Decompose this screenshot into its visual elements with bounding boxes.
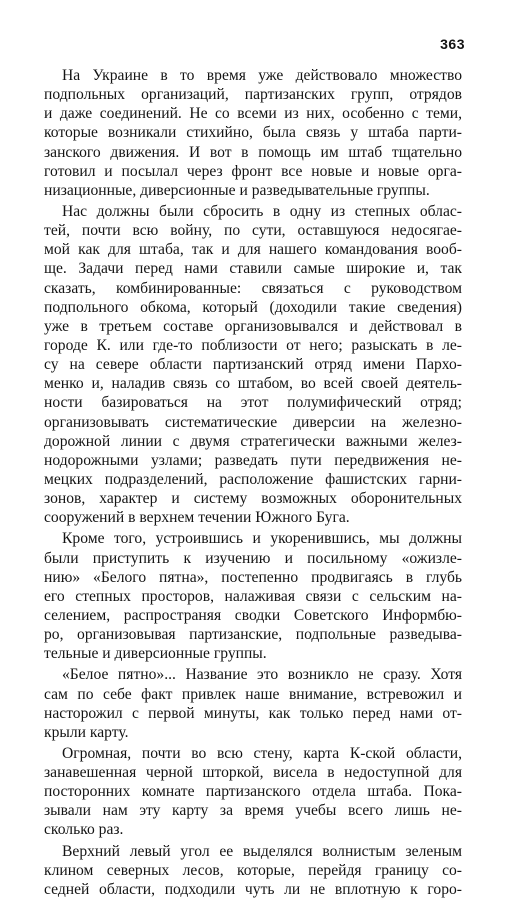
- text-line: зонов, характер и систему возможных оборонительных: [44, 490, 462, 508]
- page-number: 363: [440, 36, 465, 52]
- paragraph: [44, 744, 462, 840]
- paragraph: [44, 66, 462, 200]
- text-line: ще. Задачи перед нами ставили самые широкие и, так: [44, 260, 462, 278]
- text-line: были приступить к изучению и посильному «ожизле-: [44, 549, 462, 567]
- text-line: занского движения. И вот в помощь им штаб тщательно: [44, 143, 462, 161]
- body-text: [44, 66, 462, 899]
- text-line: Нас должны были сбросить в одну из степных облас-: [62, 202, 462, 220]
- text-line: и даже соединений. Не со всеми из них, особенно с теми,: [44, 105, 462, 123]
- text-line: занавешенная черной шторкой, висела в недоступной для: [44, 764, 462, 782]
- paragraph: [44, 665, 462, 742]
- text-line: готовил и посылал через фронт все новые и новые орга-: [44, 162, 462, 180]
- text-line: сказать, комбинированные: связаться с руководством: [44, 279, 462, 297]
- text-line: подпольных организаций, партизанских групп, отрядов: [44, 86, 462, 104]
- text-line: которые возникали стихийно, была связь у штаба парти-: [44, 124, 462, 142]
- text-line: зывали нам эту карту за время учебы всего лишь не-: [44, 802, 462, 820]
- text-line: тей, почти всю войну, по сути, оставшуюся недосягае-: [44, 222, 462, 240]
- text-line: На Украине в то время уже действовало множество: [62, 67, 462, 84]
- text-line: су на севере области партизанский отряд имени Пархо-: [44, 356, 462, 374]
- paragraph: [44, 202, 462, 527]
- text-line: тельные и диверсионные группы.: [44, 645, 267, 663]
- text-line: сколько раз.: [44, 821, 124, 839]
- text-line: сам по себе факт привлек наше внимание, встревожил и: [44, 685, 462, 703]
- text-line: мецких подразделений, расположение фашистских гарни-: [44, 470, 462, 488]
- paragraph: [44, 529, 462, 663]
- text-line: дорожной линии с двумя стратегически важными желез-: [44, 432, 462, 450]
- text-line: сооружений в верхнем течении Южного Буга.: [44, 509, 350, 527]
- text-line: организовывать систематические диверсии на железно-: [44, 413, 462, 431]
- text-line: Огромная, почти во всю стену, карта К-ской области,: [62, 744, 462, 762]
- text-line: городе К. или где-то поблизости от него; разыскать в ле-: [44, 336, 462, 354]
- text-line: посторонних комнате партизанского отдела штаба. Пока-: [44, 783, 462, 801]
- text-line: нодорожными узлами; разведать пути передвижения не-: [44, 451, 462, 469]
- text-line: «Белое пятно»... Название это возникло не сразу. Хотя: [62, 666, 462, 684]
- text-line: селением, распространяя сводки Советского Информбю-: [44, 606, 462, 624]
- text-line: крыли карту.: [44, 723, 129, 741]
- text-line: менко и, наладив связь со штабом, во всей своей деятель-: [44, 375, 462, 393]
- text-line: подпольного обкома, который (доходили такие сведения): [44, 298, 462, 316]
- text-line: седней области, подходили чуть ли не вплотную к горо-: [44, 880, 462, 898]
- text-line: низационные, диверсионные и разведывательные группы.: [44, 181, 430, 199]
- text-line: насторожил с первой минуты, как только перед нами от-: [44, 704, 462, 722]
- text-line: мой как для штаба, так и для нашего командования вооб-: [44, 241, 462, 259]
- text-line: клином северных лесов, которые, перейдя границу со-: [44, 861, 462, 879]
- text-line: ности базироваться на этот полумифический отряд;: [44, 394, 462, 412]
- text-line: уже в третьем составе организовывался и действовал в: [44, 317, 462, 335]
- text-line: ро, организовывая партизанские, подпольные разведыва-: [44, 626, 462, 644]
- paragraph: [44, 842, 462, 899]
- text-line: его степных просторов, налаживая связи с сельским на-: [44, 587, 462, 605]
- text-line: Верхний левый угол ее выделялся волнистым зеленым: [62, 842, 462, 860]
- text-line: нию» «Белого пятна», постепенно продвигаясь в глубь: [44, 568, 462, 586]
- text-line: Кроме того, устроившись и укоренившись, мы должны: [62, 530, 462, 548]
